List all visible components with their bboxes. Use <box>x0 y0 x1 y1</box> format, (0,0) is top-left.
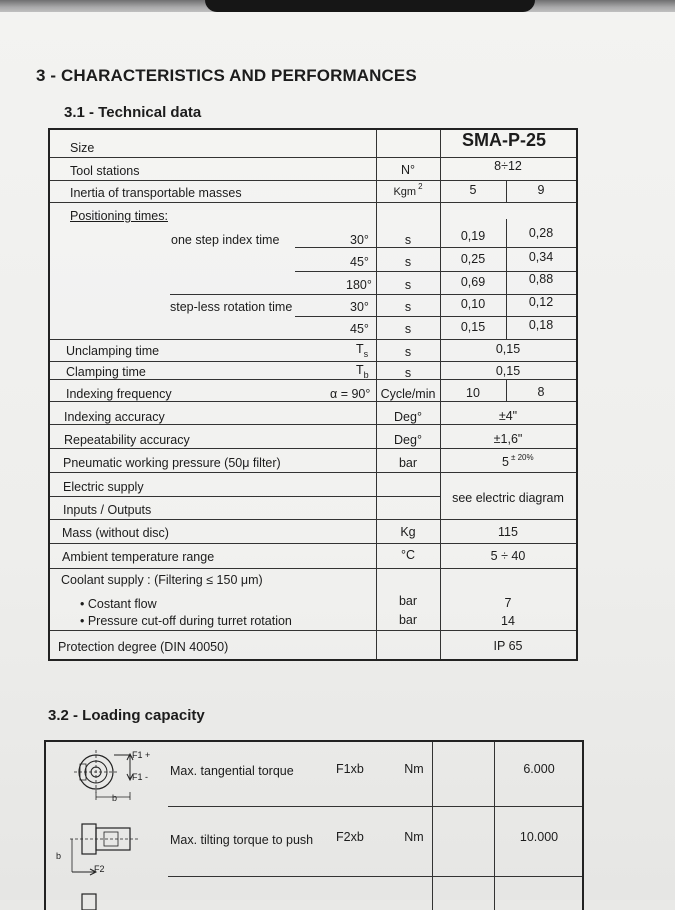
row-rule <box>168 876 582 877</box>
row-rule <box>168 806 582 807</box>
pos-unit: s <box>404 322 412 336</box>
constant-flow-unit: bar <box>398 594 418 608</box>
row-rule <box>50 496 440 497</box>
pos-unit: s <box>404 278 412 292</box>
indexing-frequency-condition: α = 90° <box>330 387 371 401</box>
pos-value-b: 0,28 <box>528 226 554 240</box>
row-rule <box>50 202 576 203</box>
pos-value-a: 0,15 <box>460 320 486 334</box>
pressure-cutoff-value: 14 <box>501 614 515 628</box>
protection-label: Protection degree (DIN 40050) <box>58 640 229 654</box>
tangential-torque-unit: Nm <box>404 762 424 776</box>
pos-value-b: 0,88 <box>528 272 554 286</box>
row-rule <box>50 472 576 473</box>
indexing-accuracy-value: ±4" <box>498 409 518 423</box>
unclamping-value: 0,15 <box>495 342 521 356</box>
indexing-frequency-unit: Cycle/min <box>380 387 436 401</box>
indexing-frequency-label: Indexing frequency <box>66 387 172 401</box>
coolant-label: Coolant supply : (Filtering ≤ 150 μm) <box>61 573 263 587</box>
clamping-unit: s <box>404 366 412 380</box>
tilting-torque-diagram <box>60 814 164 910</box>
mass-unit: Kg <box>400 525 416 539</box>
pos-angle: 180° <box>346 278 372 292</box>
ambient-value: 5 ÷ 40 <box>490 549 526 563</box>
row-rule <box>50 361 576 362</box>
pos-angle: 45° <box>350 322 369 336</box>
positioning-times-label: Positioning times: <box>70 209 168 223</box>
pneumatic-label: Pneumatic working pressure (50μ filter) <box>63 456 281 470</box>
pos-value-b: 0,18 <box>528 318 554 332</box>
model-name: SMA-P-25 <box>462 130 547 150</box>
pos-value-a: 0,25 <box>460 252 486 266</box>
diagram-f2: F2 <box>94 864 105 874</box>
diagram-f1-minus: F1 - <box>132 772 149 782</box>
electric-diagram-note: see electric diagram <box>452 491 564 505</box>
indexing-frequency-b: 8 <box>537 385 545 399</box>
row-rule <box>50 424 576 425</box>
inertia-unit: Kgm $^2$ <box>393 182 423 198</box>
tangential-torque-label: Max. tangential torque <box>170 764 294 778</box>
unclamping-unit: s <box>404 345 412 359</box>
tool-stations-value: 8÷12 <box>494 159 522 173</box>
row-rule <box>50 339 576 340</box>
inertia-value-a: 5 <box>469 183 477 197</box>
pos-value-a: 0,19 <box>460 229 486 243</box>
diagram-f1-plus: F1 + <box>132 750 151 760</box>
pos-angle: 45° <box>350 255 369 269</box>
tilting-torque-label: Max. tilting torque to push <box>170 833 314 847</box>
row-rule <box>295 316 576 317</box>
pressure-cutoff-unit: bar <box>398 613 418 627</box>
row-rule <box>50 157 576 158</box>
tool-stations-unit: N° <box>400 163 416 177</box>
unclamping-label: Unclamping time <box>66 344 160 358</box>
loading-capacity-heading: 3.2 - Loading capacity <box>48 707 205 724</box>
indexing-accuracy-unit: Deg° <box>394 410 422 424</box>
indexing-accuracy-label: Indexing accuracy <box>64 410 165 424</box>
clamping-symbol: $T_b$ <box>356 363 369 380</box>
row-rule <box>50 180 576 181</box>
ambient-label: Ambient temperature range <box>62 550 215 564</box>
repeatability-unit: Deg° <box>394 433 422 447</box>
pos-value-a: 0,69 <box>460 275 486 289</box>
row-rule <box>295 247 576 248</box>
technical-data-table <box>48 128 578 661</box>
row-rule <box>50 379 576 380</box>
pos-value-b: 0,34 <box>528 250 554 264</box>
row-rule <box>50 401 576 402</box>
pos-value-a: 0,10 <box>460 297 486 311</box>
electric-supply-label: Electric supply <box>63 480 144 494</box>
pos-value-b: 0,12 <box>528 295 554 309</box>
row-rule <box>50 568 576 569</box>
repeatability-value: ±1,6" <box>493 432 523 446</box>
constant-flow-value: 7 <box>504 596 512 610</box>
mass-label: Mass (without disc) <box>62 526 169 540</box>
technical-data-heading: 3.1 - Technical data <box>64 104 202 121</box>
section-title: 3 - CHARACTERISTICS AND PERFORMANCES <box>36 66 417 85</box>
clamping-value: 0,15 <box>495 364 521 378</box>
pneumatic-unit: bar <box>398 456 418 470</box>
ambient-unit: °C <box>400 548 416 562</box>
pos-unit: s <box>404 233 412 247</box>
tangential-torque-code: F1xb <box>336 762 364 776</box>
pneumatic-value: 5 $^{\pm 20\%}$ <box>502 453 534 469</box>
loading-capacity-table <box>44 740 584 910</box>
unclamping-symbol: $T_s$ <box>356 342 369 359</box>
pos-unit: s <box>404 300 412 314</box>
clamping-label: Clamping time <box>66 365 146 379</box>
inputs-outputs-label: Inputs / Outputs <box>63 503 152 517</box>
tangential-torque-value: 6.000 <box>523 762 555 776</box>
tilting-torque-value: 10.000 <box>519 830 559 844</box>
one-step-label: one step index time <box>171 233 280 247</box>
inertia-label: Inertia of transportable masses <box>70 186 242 200</box>
step-less-label: step-less rotation time <box>170 300 293 314</box>
indexing-frequency-a: 10 <box>466 386 480 400</box>
pos-unit: s <box>404 255 412 269</box>
tilting-torque-unit: Nm <box>404 830 424 844</box>
row-rule <box>50 543 576 544</box>
pos-angle: 30° <box>350 233 369 247</box>
mass-value: 115 <box>498 525 518 539</box>
row-rule <box>50 630 576 631</box>
size-label: Size <box>70 141 95 155</box>
diagram-b2-dim: b <box>56 851 62 861</box>
diagram-b-dim: b <box>112 793 118 803</box>
row-rule <box>50 519 576 520</box>
inertia-value-b: 9 <box>537 183 545 197</box>
tilting-torque-code: F2xb <box>336 830 364 844</box>
tool-stations-label: Tool stations <box>70 164 140 178</box>
pressure-cutoff-label: • Pressure cut-off during turret rotation <box>80 614 292 628</box>
repeatability-label: Repeatability accuracy <box>64 433 190 447</box>
constant-flow-label: • Costant flow <box>80 597 157 611</box>
dark-object <box>205 0 535 12</box>
pos-angle: 30° <box>350 300 369 314</box>
row-rule <box>50 448 576 449</box>
protection-value: IP 65 <box>493 639 523 653</box>
